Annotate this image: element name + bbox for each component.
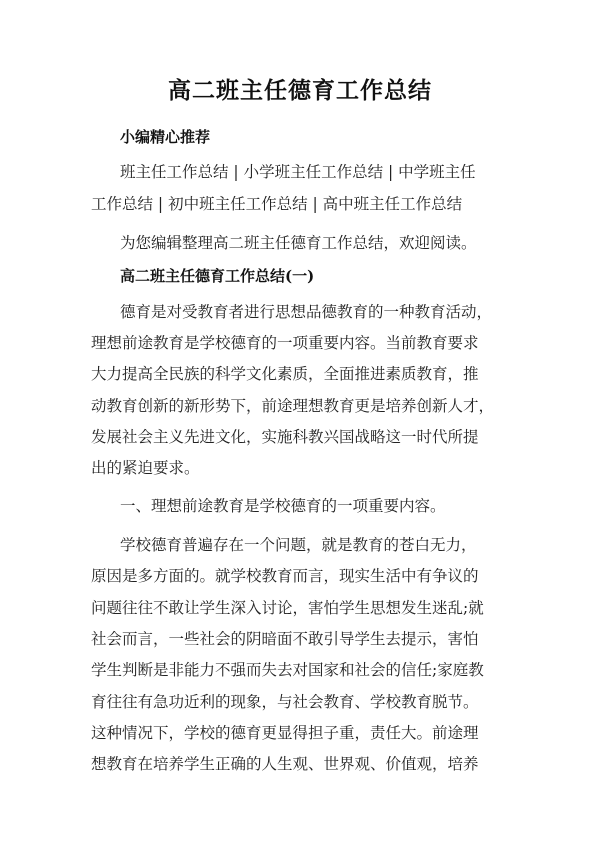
recommend-links-line-1[interactable]: 班主任工作总结 | 小学班主任工作总结 | 中学班主任 <box>120 163 476 181</box>
paragraph-1-line: 德育是对受教育者进行思想品德教育的一种教育活动， <box>120 303 493 321</box>
section-heading: 高二班主任德育工作总结(一) <box>120 267 315 285</box>
point-1-heading: 一、理想前途教育是学校德育的一项重要内容。 <box>120 497 446 515</box>
recommend-links-line-2[interactable]: 工作总结 | 初中班主任工作总结 | 高中班主任工作总结 <box>91 195 463 213</box>
paragraph-2-line: 原因是多方面的。就学校教育而言，现实生活中有争议的 <box>91 567 479 585</box>
paragraph-2-line: 学生判断是非能力不强而失去对国家和社会的信任;家庭教 <box>91 661 484 679</box>
paragraph-1-line: 出的紧迫要求。 <box>91 459 200 477</box>
paragraph-2-line: 育往往有急功近利的现象，与社会教育、学校教育脱节。 <box>91 693 479 711</box>
intro-text: 为您编辑整理高二班主任德育工作总结，欢迎阅读。 <box>120 234 477 252</box>
paragraph-2-line: 这种情况下，学校的德育更显得担子重，责任大。前途理 <box>91 724 479 742</box>
recommend-heading: 小编精心推荐 <box>120 128 211 146</box>
paragraph-1-line: 动教育创新的新形势下，前途理想教育更是培养创新人才， <box>91 397 495 415</box>
paragraph-2-line: 社会而言，一些社会的阴暗面不敢引导学生去提示，害怕 <box>91 630 479 648</box>
document-title: 高二班主任德育工作总结 <box>168 77 432 104</box>
paragraph-2-line: 问题往往不敢让学生深入讨论，害怕学生思想发生迷乱;就 <box>91 599 484 617</box>
paragraph-2-line: 学校德育普遍存在一个问题，就是教育的苍白无力， <box>120 536 477 554</box>
paragraph-1-line: 大力提高全民族的科学文化素质，全面推进素质教育，推 <box>91 365 479 383</box>
paragraph-1-line: 发展社会主义先进文化，实施科教兴国战略这一时代所提 <box>91 428 479 446</box>
paragraph-1-line: 理想前途教育是学校德育的一项重要内容。当前教育要求 <box>91 334 479 352</box>
paragraph-2-line: 想教育在培养学生正确的人生观、世界观、价值观，培养 <box>91 755 479 773</box>
